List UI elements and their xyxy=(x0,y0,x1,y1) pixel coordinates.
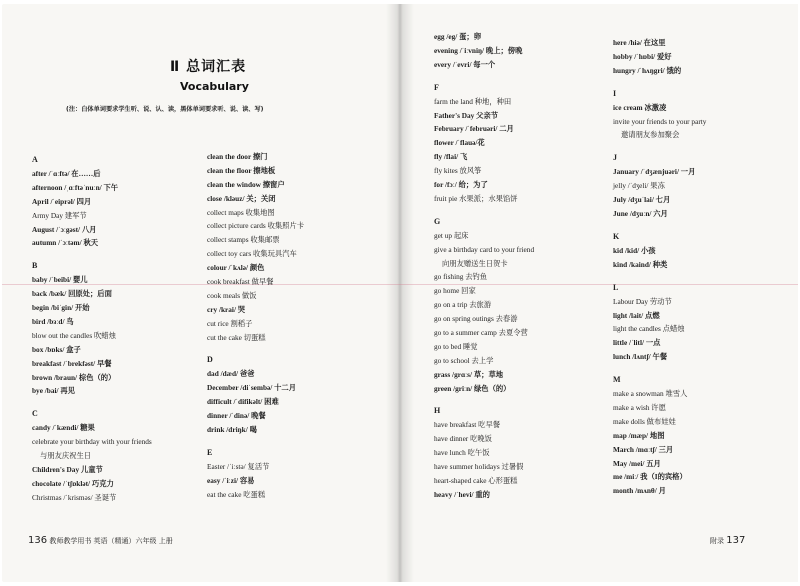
section-letter: M xyxy=(613,375,621,385)
vocab-entry: cut the cake 切蛋糕 xyxy=(207,332,266,342)
vocab-entry: fly kites 放风筝 xyxy=(434,166,482,176)
vocab-entry: cook meals 做饭 xyxy=(207,290,257,300)
vocab-entry: jelly /ˈdʒeli/ 果冻 xyxy=(613,181,665,191)
vocab-entry: chocolate /ˈtʃɒklət/ 巧克力 xyxy=(32,478,114,488)
vocab-entry: ice cream 冰激凌 xyxy=(613,102,667,112)
vocab-entry: back /bæk/ 回原处；后面 xyxy=(32,289,112,299)
vocab-column-1 xyxy=(32,150,152,505)
vocab-entry: cook breakfast 做早餐 xyxy=(207,277,274,287)
vocab-entry: collect toy cars 收集玩具汽车 xyxy=(207,249,297,259)
vocab-entry: clean the floor 擦地板 xyxy=(207,165,276,175)
vocab-entry: collect picture cards 收集照片卡 xyxy=(207,221,305,231)
vocab-entry: cry /krai/ 哭 xyxy=(207,304,246,314)
section-letter: D xyxy=(207,355,213,365)
vocab-entry: light the candles 点蜡烛 xyxy=(613,324,685,334)
vocab-entry: after /ˈɑːftə/ 在……后 xyxy=(32,169,101,178)
vocab-entry: Easter /ˈiːstə/ 复活节 xyxy=(207,461,270,471)
vocab-entry: December /diˈsembə/ 十二月 xyxy=(207,383,297,393)
vocab-entry: collect maps 收集地图 xyxy=(207,207,275,217)
vocab-entry: collect stamps 收集邮票 xyxy=(207,235,280,245)
vocab-column-4 xyxy=(613,36,706,498)
vocab-entry: afternoon /ˌɑːftəˈnuːn/ 下午 xyxy=(32,182,119,192)
section-letter: G xyxy=(434,216,441,226)
vocab-entry: heart-shaped cake 心形蛋糕 xyxy=(434,476,518,486)
vocab-entry: every /ˈevri/ 每一个 xyxy=(434,59,496,69)
vocab-entry: April /ˈeiprəl/ 四月 xyxy=(32,196,92,206)
vocab-entry: drink /driŋk/ 喝 xyxy=(207,425,257,435)
vocab-entry: close /kləuz/ 关；关闭 xyxy=(207,193,276,203)
vocab-entry: me /miː/ 我（I的宾格） xyxy=(613,472,687,482)
vocab-entry: baby /ˈbeibi/ 婴儿 xyxy=(32,275,88,285)
left-book-title: 教师教学用书 英语（精通）六年级 上册 xyxy=(49,537,173,545)
vocab-entry: invite your friends to your party xyxy=(613,116,707,126)
vocab-entry: evening /ˈiːvniŋ/ 晚上；傍晚 xyxy=(434,45,523,55)
section-letter: I xyxy=(613,88,617,98)
section-letter: J xyxy=(613,153,617,163)
vocab-entry: here /hiə/ 在这里 xyxy=(613,38,666,47)
vocab-column-2 xyxy=(207,150,304,502)
vocab-entry: go to bed 睡觉 xyxy=(434,341,478,351)
vocab-entry: bye /bai/ 再见 xyxy=(32,386,75,396)
vocab-entry: celebrate your birthday with your friends xyxy=(32,437,152,447)
usage-note: (注：白体单词要求学生听、说、认、读，黑体单词要求听、说、读、写) xyxy=(66,106,264,113)
vocab-entry: March /mɑːtʃ/ 三月 xyxy=(613,444,674,454)
vocab-entry: for /fɔː/ 给；为了 xyxy=(434,180,488,190)
vocab-entry: breakfast /ˈbrekfəst/ 早餐 xyxy=(32,358,112,368)
vocab-entry: go to a summer camp 去夏令营 xyxy=(434,328,528,338)
vocab-entry: little /ˈlitl/ 一点 xyxy=(613,338,661,348)
vocab-entry: kid /kid/ 小孩 xyxy=(613,245,656,255)
vocab-entry: get up 起床 xyxy=(434,230,469,240)
vocab-entry: clean the door 擦门 xyxy=(207,152,268,161)
vocab-entry: clean the window 擦窗户 xyxy=(207,179,285,189)
vocab-entry: farm the land 种地，种田 xyxy=(434,96,512,106)
section-letter: A xyxy=(32,155,38,164)
vocab-entry: eat the cake 吃蛋糕 xyxy=(207,489,266,499)
vocab-entry: Labour Day 劳动节 xyxy=(613,296,672,306)
vocab-entry: 邀请朋友参加聚会 xyxy=(621,130,680,140)
section-letter: L xyxy=(613,282,619,292)
vocab-entry: go fishing 去钓鱼 xyxy=(434,272,488,282)
vocab-entry: box /bɒks/ 盒子 xyxy=(32,344,81,354)
section-letter: C xyxy=(32,409,38,419)
vocab-entry: grass /grɑːs/ 草；草地 xyxy=(434,369,504,379)
right-page-footer xyxy=(710,535,745,546)
vocab-entry: make dolls 做布娃娃 xyxy=(613,416,676,426)
vocab-entry: go home 回家 xyxy=(434,286,476,296)
vocab-entry: brown /braun/ 棕色（的） xyxy=(32,372,116,382)
right-page-number: 137 xyxy=(726,535,746,546)
vocab-entry: have summer holidays 过暑假 xyxy=(434,462,524,472)
appendix-label: 附录 xyxy=(710,537,724,545)
section-letter: F xyxy=(434,82,439,92)
section-letter: H xyxy=(434,406,441,416)
left-page-number: 136 xyxy=(28,535,48,546)
vocab-entry: dinner /ˈdinə/ 晚餐 xyxy=(207,411,266,421)
vocab-entry: hungry /ˈhʌŋgri/ 饿的 xyxy=(613,65,682,75)
vocab-entry: egg /eg/ 蛋；卵 xyxy=(434,32,482,41)
vocab-entry: fly /flai/ 飞 xyxy=(434,152,468,162)
vocab-entry: cut rice 割稻子 xyxy=(207,318,253,328)
vocab-entry: August /ˈɔːgəst/ 八月 xyxy=(32,224,97,234)
vocab-entry: go on spring outings 去春游 xyxy=(434,314,518,324)
vocab-entry: hobby /ˈhɒbi/ 爱好 xyxy=(613,51,672,61)
vocab-entry: colour /ˈkʌlə/ 颜色 xyxy=(207,263,265,273)
vocab-entry: month /mʌnθ/ 月 xyxy=(613,486,666,496)
page-subtitle: Vocabulary xyxy=(180,80,249,93)
vocab-entry: go to school 去上学 xyxy=(434,355,494,365)
vocab-entry: make a snowman 堆雪人 xyxy=(613,389,688,399)
vocab-column-3 xyxy=(434,30,534,502)
vocab-entry: fruit pie 水果派；水果馅饼 xyxy=(434,193,518,203)
vocab-entry: autumn /ˈɔːtəm/ 秋天 xyxy=(32,238,99,248)
vocab-entry: easy /ˈiːzi/ 容易 xyxy=(207,475,255,485)
vocab-entry: green /griːn/ 绿色（的） xyxy=(434,383,511,393)
vocab-entry: blow out the candles 吹蜡烛 xyxy=(32,330,116,340)
vocab-entry: have lunch 吃午饭 xyxy=(434,448,490,458)
vocab-entry: bird /bɜːd/ 鸟 xyxy=(32,317,74,327)
vocab-entry: heavy /ˈhevi/ 重的 xyxy=(434,489,490,499)
section-letter: K xyxy=(613,231,620,241)
vocab-entry: dad /dæd/ 爸爸 xyxy=(207,369,255,379)
vocab-entry: candy /ˈkændi/ 糖果 xyxy=(32,423,95,433)
vocab-entry: flower /ˈflauə/花 xyxy=(434,138,485,148)
vocab-entry: light /lait/ 点燃 xyxy=(613,310,660,320)
vocab-entry: have dinner 吃晚饭 xyxy=(434,434,492,444)
vocab-entry: kind /kaind/ 种类 xyxy=(613,259,668,269)
vocab-entry: 与朋友庆祝生日 xyxy=(40,451,92,461)
vocab-entry: give a birthday card to your friend xyxy=(434,244,535,254)
left-page-footer xyxy=(28,535,173,546)
vocab-entry: make a wish 许愿 xyxy=(613,403,666,413)
vocab-entry: July /dʒuˈlai/ 七月 xyxy=(613,195,671,205)
vocab-entry: begin /biˈgin/ 开始 xyxy=(32,303,90,313)
vocab-entry: June /dʒuːn/ 六月 xyxy=(613,209,668,219)
vocab-entry: January /ˈdʒænjuəri/ 一月 xyxy=(613,167,696,177)
vocab-entry: lunch /lʌntʃ/ 午餐 xyxy=(613,352,668,362)
vocab-entry: have breakfast 吃早餐 xyxy=(434,420,501,430)
vocab-entry: difficult /ˈdifikəlt/ 困难 xyxy=(207,397,279,407)
vocab-entry: 向朋友赠送生日贺卡 xyxy=(442,258,508,268)
vocab-entry: Children's Day 儿童节 xyxy=(32,465,103,475)
vocab-entry: May /mei/ 五月 xyxy=(613,458,661,468)
vocab-entry: map /mæp/ 地图 xyxy=(613,430,665,440)
book-gutter xyxy=(386,4,414,582)
vocab-entry: February /ˈfebruəri/ 二月 xyxy=(434,124,514,134)
page-title: Ⅱ 总词汇表 xyxy=(170,59,247,75)
section-letter: B xyxy=(32,261,38,271)
vocab-entry: go on a trip 去旅游 xyxy=(434,300,492,310)
section-letter: E xyxy=(207,447,213,457)
vocab-entry: Army Day 建军节 xyxy=(32,210,87,220)
vocab-entry: Christmas /ˈkrisməs/ 圣诞节 xyxy=(32,492,117,502)
vocab-entry: Father's Day 父亲节 xyxy=(434,110,499,120)
